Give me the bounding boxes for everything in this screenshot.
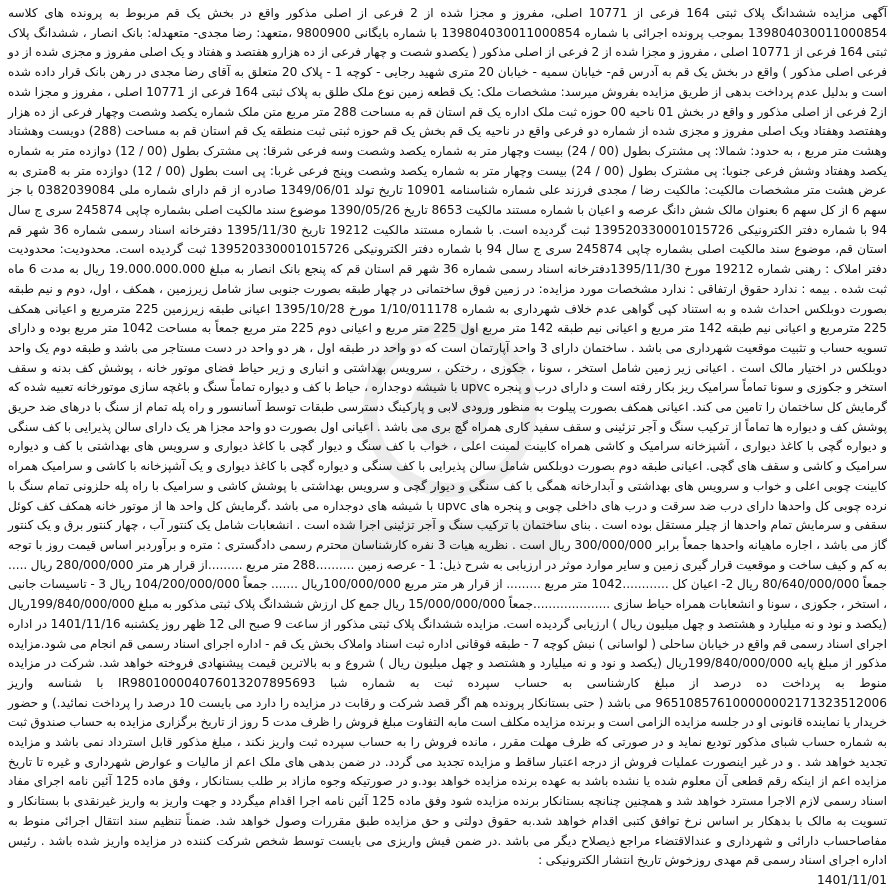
publish-date: 1401/11/01 [817, 872, 887, 887]
auction-notice-text: آگهی مزایده ششدانگ پلاک ثبتی 164 فرعی از 10771 اصلی، مفروز و مجزا شده از 2 فرعی از اصلی مذکور واقع در بخش یک قم مربوط به پرونده های کلاسه 139804030011000854 بموجب پرونده اجرائی با شماره 139804030011000854 با شماره بایگانی 9800900 ،متعهد: رضا مجدی- متعهدله: بانک انصار ، ششدانگ پلاک ثبتی 164 فرعی از 10771 اصلی ، مفروز و مجزا شده از 2 فرعی از اصلی مذکور ( یکصدو شصت و چهار فرعی از ده هزارو هفتصد و هفتاد و یک اصلی مفروز و مجزی شده از دو فرعی اصلی مذکور ) واقع در بخش یک قم به آدرس قم- خیابان سمیه - خیابان 20 متری شهید رجایی - کوچه 1 - پلاک 20 متعلق به آقای رضا مجدی در رهن بانک قرار داده شده است و بدلیل عدم پرداخت بدهی از طریق مزایده بفروش میرسد: مشخصات ملک: یک قطعه زمین نوع ملک طلق به پلاک ثبتی 164 فرعی از 10771 اصلی ، مفروز و مجزا شده از2 فرعی از اصلی مذکور و واقع در بخش 01 ناحیه 00 حوزه ثبت ملک اداره یک قم استان قم به مساحت 288 متر مربع متن ملک شماره یکصد وشصت وچهار فرعی از ده هزار وهفتصد وهفتاد ویک اصلی مفروز و مجزی شده از شماره دو فرعی واقع در ناحیه یک قم بخش یک قم حوزه ثبتی ثبت منطقه یک قم استان قم به مساحت (288) دویست وهشتاد وهشت متر مربع ، به حدود: شمالا: پی مشترک بطول (00 / 24) بیست وچهار متر به شماره یکصد وشصت وسه فرعی شرقا: پی مشترک بطول (00 / 12) دوازده متر به شماره یکصد وهفتاد وشش فرعی جنوبا: پی مشترک بطول (00 / 24) بیست وچهار متر به شماره یکصد وشصت وپنج فرعی غربا: پی است بطول (00 / 12) دوازده متر به 8متری به عرض هشت متر مشخصات مالکیت: مالکیت رضا / مجدی فرزند علی شماره شناسنامه 10901 تاریخ تولد 1349/06/01 صادره از قم دارای شماره ملی 0382039084 با جز سهم 6 از کل سهم 6 بعنوان مالک شش دانگ عرصه و اعیان با شماره مستند مالکیت 8653 تاریخ 1390/05/26 موضوع سند مالکیت اصلی بشماره چاپی 245874 سری ج سال 94 با شماره دفتر الکترونیکی 139520330001015726 ثبت گردیده است. با شماره مستند مالکیت 19212 تاریخ 1395/11/30 دفترخانه اسناد رسمی شماره 36 شهر قم استان قم، موضوع سند مالکیت اصلی بشماره چاپی 245874 سری ج سال 94 با شماره دفتر الکترونیکی 139520330001015726 ثبت گردیده است. محدودیت: محدودیت دفتر املاک : رهنی شماره 19212 مورخ 1395/11/30دفترخانه اسناد رسمی شماره 36 شهر قم استان قم که پنجع بانک انصار به مبلغ 19.000.000.000 ریال به مدت 6 ماه ثبت شده . بیمه : ندارد حقوق ارتفاقی : ندارد مشخصات مورد مزایده: در زمین فوق ساختمانی در چهار طبقه بصورت جنوبی ساز شامل زیرزمین ، همکف ، اول، دوم و نیم طبقه بصورت دوبلکس احداث شده و به استناد کپی گواهی عدم خلاف شهرداری به شماره 1/10/011178 مورخ 1395/10/28 اعیانی طبقه زیرزمین 225 مترمربع و اعیانی همکف 225 مترمربع و اعیانی نیم طبقه 142 متر مربع و اعیانی نیم طبقه 142 متر مربع اول 225 متر مربع و اعیانی دوم 225 متر مربع جمعاً به مساحت 1042 متر مربع بوده و دارای تسویه حساب و تثبیت موقعیت شهرداری می باشد . ساختمان دارای 3 واحد آپارتمان است که دو واحد در طبقه اول ، هر دو واحد در دست مستاجر می باشد و طبقه دوم یک واحد دوبلکس در اختیار مالک است . اعیانی زیر زمین شامل استخر ، سونا ، جکوزی ، رختکن ، سرویس بهداشتی و انباری و زیر حیاط فضای موتور خانه ، پوشش کف بدنه و سقف استخر و جکوزی و سونا تماماً سرامیک ریز بکار رفته است و دارای درب و پنجره upvc با شیشه دوجداره ، حیاط با کف و دیواره تماماً سنگ و باغچه سازی موتورخانه تعبیه شده که گرمایش کل ساختمان را تامین می کند. اعیانی همکف بصورت پیلوت به منظور ورودی لابی و پارکینگ دسترسی طبقات توسط آسانسور و راه پله تمام از سنگ با درهای ضد حریق پوشش کف و دیواره ها تماماً از ترکیب سنگ و آجر تزئینی و سقف سفید کاری همراه گچ بری می باشد . اعیانی اول بصورت دو واحد مجزا هر یک دارای سالن پذیرایی با کف سنگی و دیواره گچی با کاغذ دیواری ، آشپزخانه سرامیک و کاشی همراه کابینت لمینت اعلی ، خواب با کف سنگ و دیوار گچی با کاغذ دیواری و سرویس های بهداشتی با کف و دیواره سرامیک و کاشی و سقف های گچی. اعیانی طبقه دوم بصورت دوبلکس شامل سالن پذیرایی با کف سنگی و دیواره گچی با کاغذ دیواری و یک آشپزخانه با کاشی و سرامیک همراه کابینت چوبی اعلی و خواب و سرویس های بهداشتی و آبدارخانه همگی با کف سنگی و دیوار گچی و سرویس بهداشتی با پوشش کاشی و سرامیک با راه پله حلزونی تمام سنگ با نرده چوبی کل واحدها دارای درب ضد سرقت و درب های داخلی چوبی و پنجره های upvc با شیشه های دوجداره می باشد .گرمایش کل واحد ها از موتور خانه همکف کف کوئل سقفی و سرمایش تمام واحدها از چیلر مستقل بوده است . بنای ساختمان با ترکیب سنگ و آجر تزئینی اجرا شده است . انشعابات شامل یک کنتور آب ، چهار کنتور برق و یک کنتور گاز می باشد ، اجاره ماهیانه واحدها جمعاً برابر 300/000/000 ریال است . نظریه هیات 3 نفره کارشناسان محترم رسمی دادگستری : متره و برآوردبر اساس قیمت روز با توجه به کم و کیف ساخت و موقعیت قرار گیری زمین و سایر موارد موثر در ارزیابی به شرح ذیل: 1 - عرصه زمین ..........288 متر مربع .........از قرار هر متر 280/000/000 ریال ..... جمعاً 80/640/000/000 ریال 2- اعیان کل ............1042 متر مربع ......... از قرار هر متر مربع 100/000/000ریال ....... جمعاً 104/200/000/000 ریال 3 - تاسیسات جانبی ، استخر ، جکوزی ، سونا و انشعابات همراه حیاط سازی ....................جمعاً 15/000/000/000 ریال جمع کل ارزش ششدانگ پلاک ثبتی مذکور به مبلغ 199/840/000/000ریال (یکصد و نود و نه میلیارد و هشتصد و چهل میلیون ریال ) ارزیابی گردیده است. مزایده ششدانگ پلاک ثبتی مذکور از ساعت 9 صبح الی 12 ظهر روز یکشنبه 1401/11/16 در اداره اجرای اسناد رسمی قم واقع در خیابان ساحلی ( لواسانی ) نبش کوچه 7 - طبقه فوقانی اداره ثبت اسناد واملاک بخش یک قم - اداره اجرای اسناد رسمی قم انجام می شود.مزایده مذکور از مبلغ پایه 199/840/000/000ریال (یکصد و نود و نه میلیارد و هشتصد و چهل میلیون ریال ) شروع و به بالاترین قیمت پیشنهادی فروخته خواهد شد. شرکت در مزایده منوط به پرداخت ده درصد از مبلغ کارشناسی به حساب سپرده ثبت به شماره شبا IR980100004076013207895693 با شناسه واریز 965108576100000002171323512006 می باشد ( حتی بستانکار پرونده هم اگر قصد شرکت و رقابت در مزایده را دارد می بایست 10 درصد را پرداخت نمائید.) و حضور خریدار یا نماینده قانونی او در جلسه مزایده الزامی است و برنده مزایده مکلف است مابه التفاوت مبلغ فروش را ظرف مدت 5 روز از تاریخ برگزاری مزایده به حساب صندوق ثبت به شماره حساب شبای مذکور تودیع نماید و در صورتی که ظرف مهلت مقرر ، مانده فروش را به حساب سپرده ثبت واریز نکند ، مبلغ مذکور قابل استرداد نمی باشد و مزایده تجدید خواهد شد . و در غیر اینصورت عملیات فروش از درجه اعتبار ساقط و مزایده تجدید می گردد. در ضمن بدهی های ملک اعم از مالیات و عوارض شهرداری و غیره تا تاریخ مزایده اعم از اینکه رقم قطعی آن معلوم شده یا نشده باشد به عهده برنده مزایده خواهد بود.و در صورتیکه وجوه مازاد بر طلب بستانکار ، وفق ماده 125 آئین نامه اجرای مفاد اسناد رسمی لازم الاجرا مسترد خواهد شد و همچنین چنانچه بستانکار برنده مزایده شود وفق ماده 125 آئین نامه اجرا اقدام میگردد و جهت واریز به واریز غیرنقدی با بستانکار و تسویت به مالک با بدهکار بر اساس نرخ توافق کتبی اقدام خواهد شد.به حقوق دولتی و حق مزایده طبق مقررات وصول خواهد شد. ضمناً تنظیم سند انتقال اجرائی منوط به مفاصاحساب دارائی و شهرداری و عندالاقتضاء مراجع ذیصلاح دیگر می باشد .در ضمن فیش واریزی می بایست توسط شخص شرکت کننده در مزایده واریز شده باشد . رئیس اداره اجرای اسناد رسمی قم مهدی روزخوش تاریخ انتشار الکترونیکی : [8, 6, 888, 868]
publish-date-line [8, 871, 887, 891]
